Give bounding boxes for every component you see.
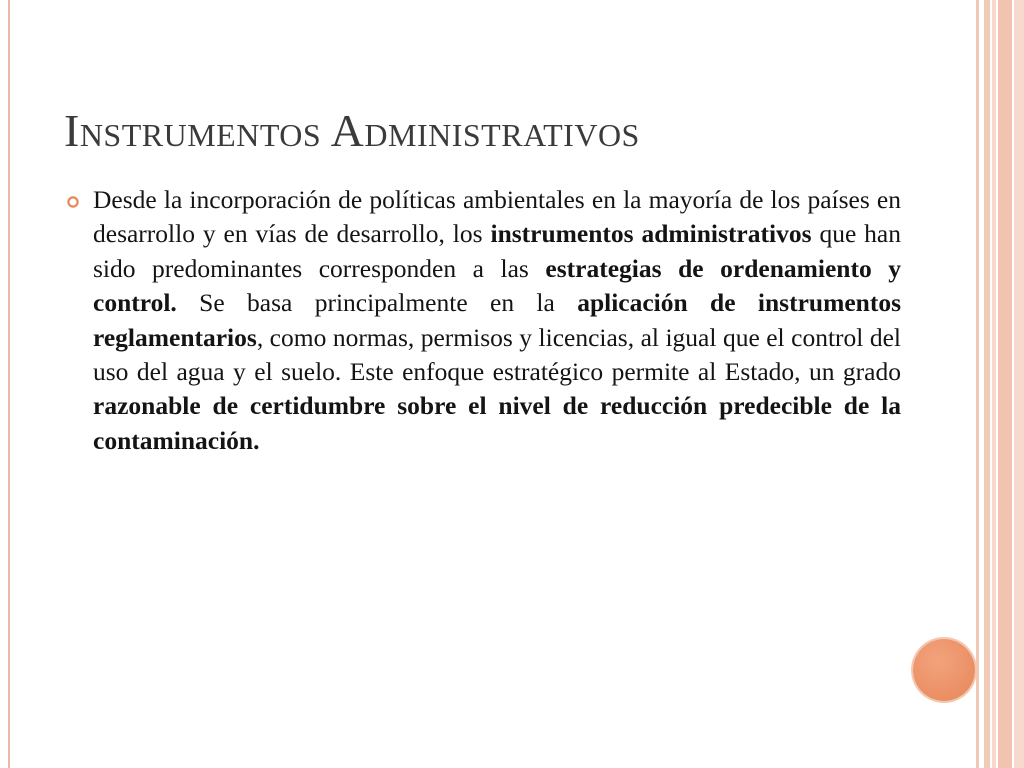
bold-text-run: razonable de certidumbre sobre el nivel de reducción predecible de la contaminación. [93, 391, 901, 455]
text-run: , como normas, permisos y licencias, al igual que el control del uso del agua y el suelo. Este enfoque estratégico permite al Estado, un grado [93, 322, 901, 387]
decorative-stripe [998, 0, 1012, 768]
text-run: Desde la incorporación de políticas ambientales en la mayoría de los países en desarrollo y en vías de desarrollo, los [93, 185, 901, 249]
bold-text-run: instrumentos administrativos [490, 219, 812, 249]
slide-title: Instrumentos Administrativos [64, 105, 640, 156]
left-border-rule [8, 0, 10, 768]
text-run: Se basa principalmente en la [176, 288, 578, 318]
bold-text-run: estrategias de ordenamiento y control. [93, 253, 901, 318]
decorative-circle [913, 639, 975, 701]
decorative-stripe [976, 0, 979, 768]
text-run: que han sido predominantes corresponden a las [93, 219, 901, 283]
body-paragraph [93, 183, 901, 458]
decorative-stripe [992, 0, 996, 768]
decorative-stripe [984, 0, 990, 768]
bold-text-run: aplicación de instrumentos reglamentarios [93, 288, 901, 352]
circle-bullet-icon [66, 195, 80, 209]
decorative-stripe [1014, 0, 1024, 768]
